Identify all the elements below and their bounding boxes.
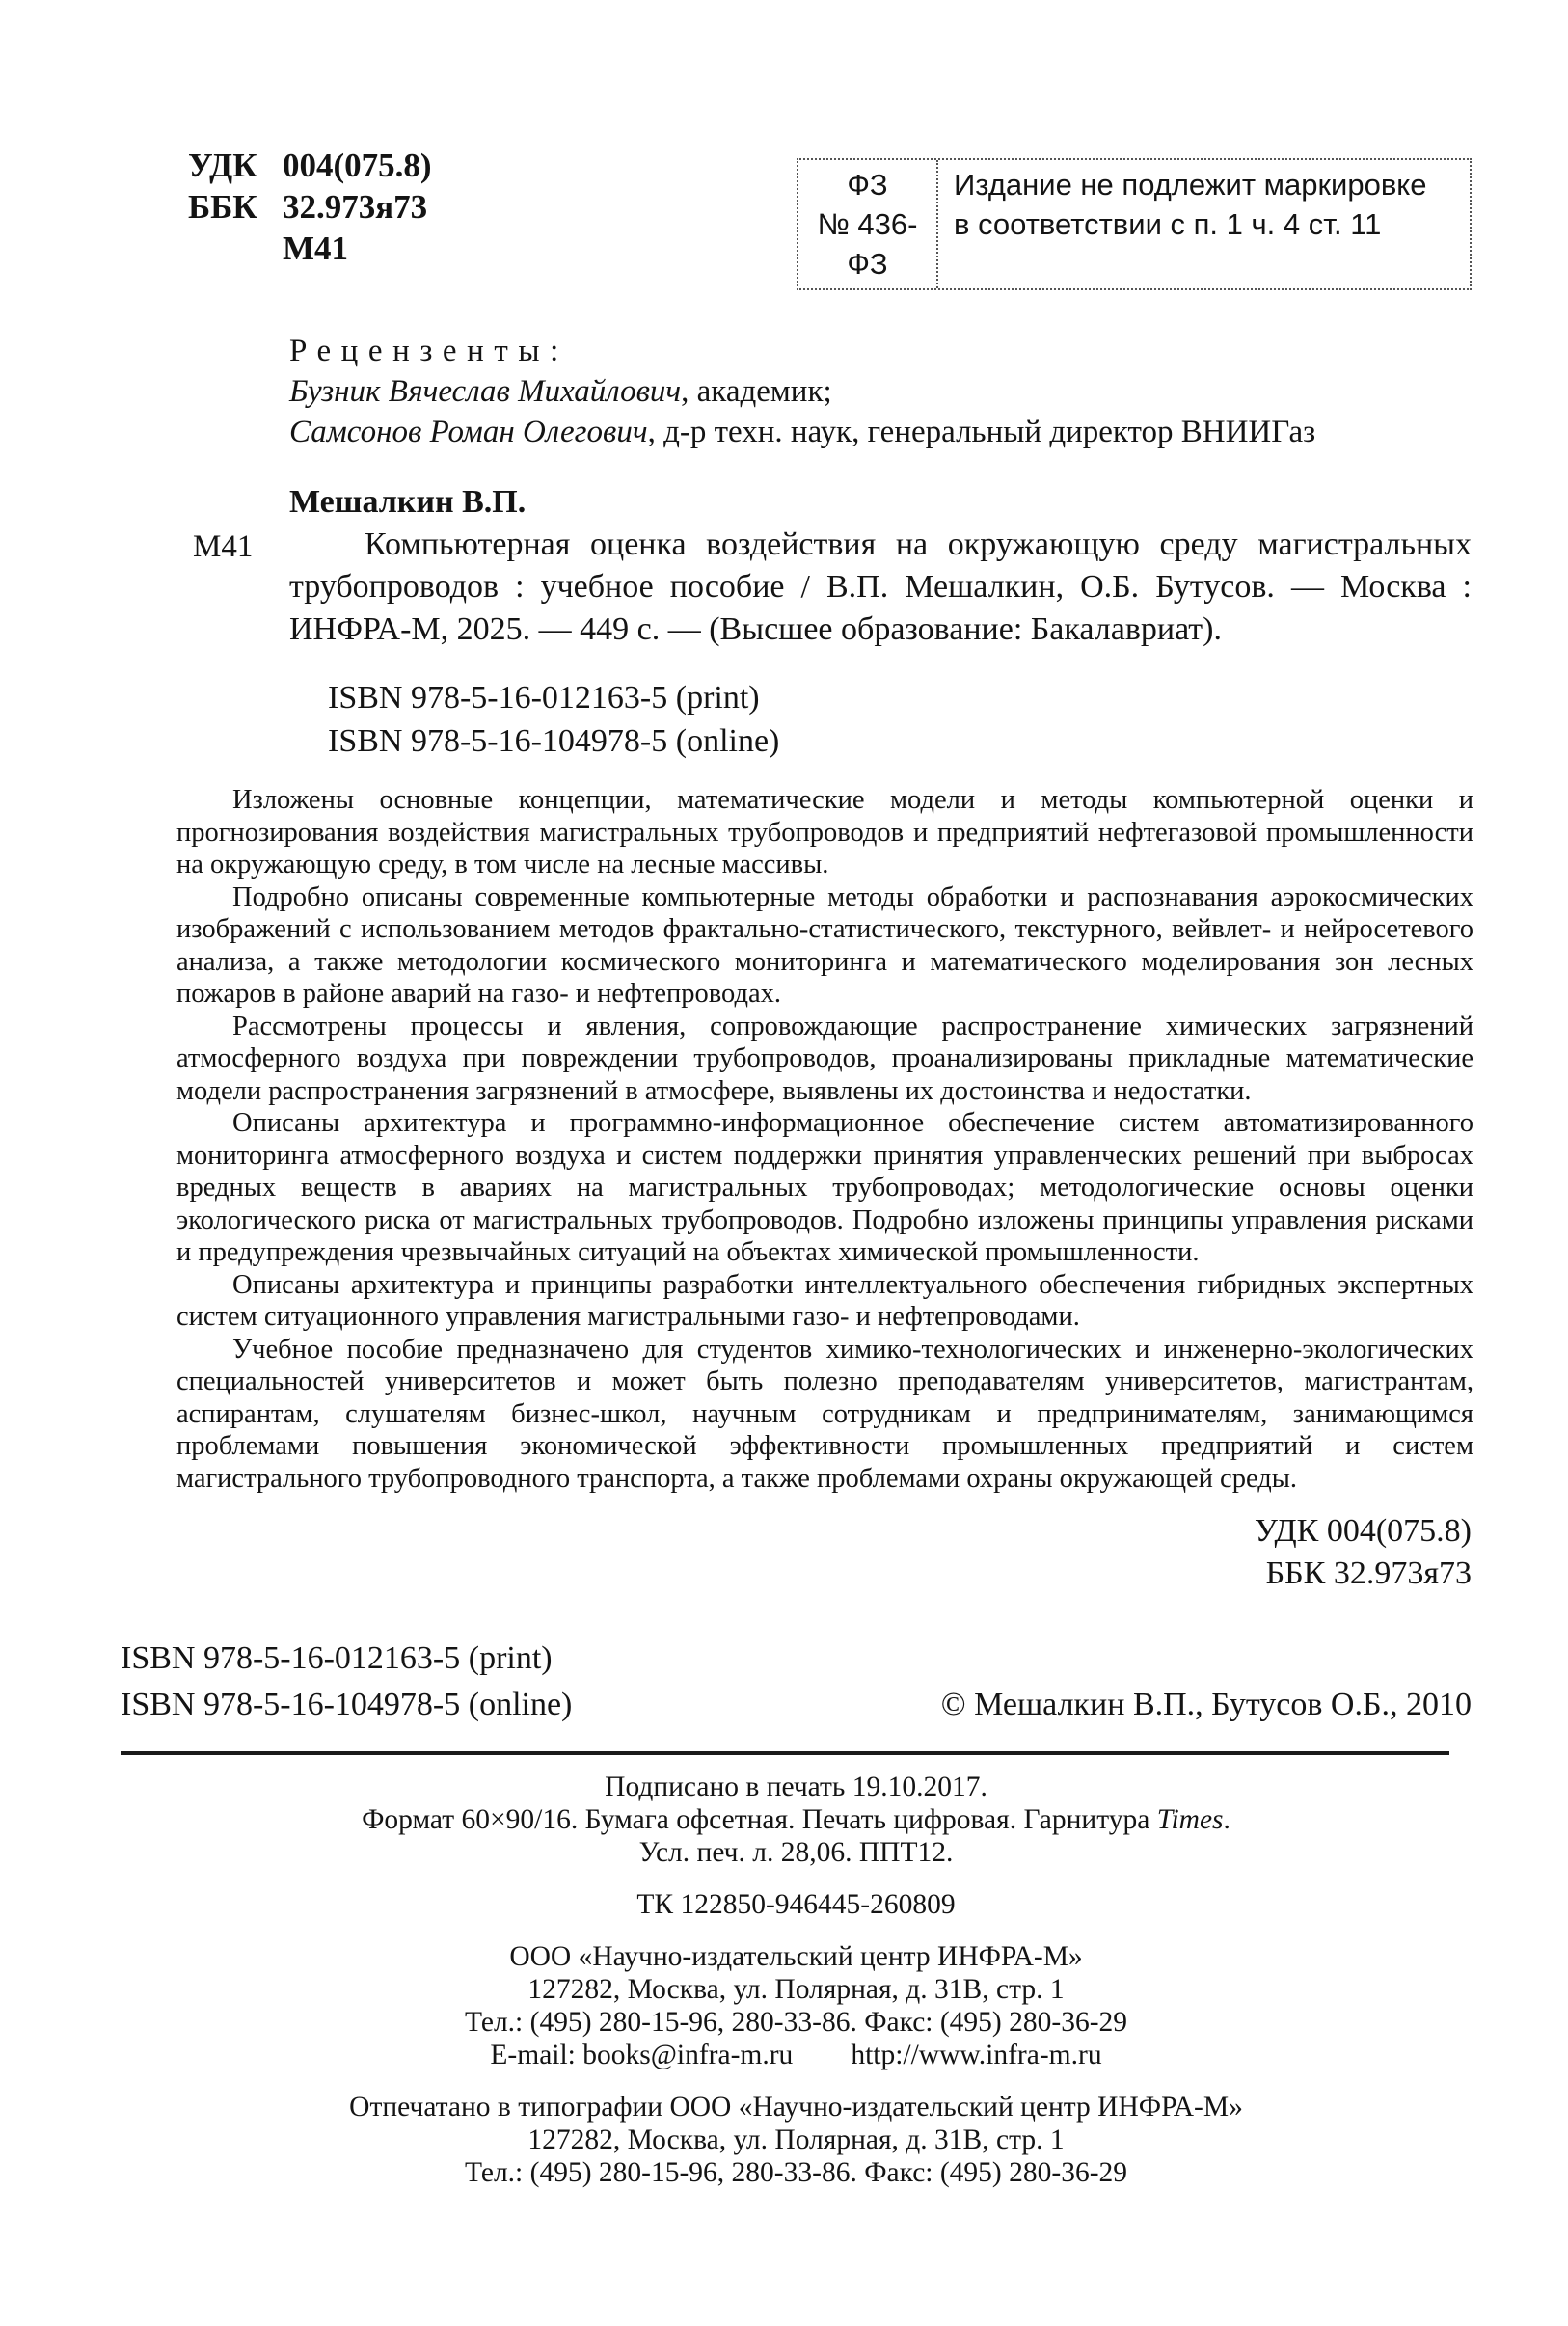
reviewer-item [289,371,1472,412]
publisher-email: E-mail: books@infra-m.ru [490,2040,794,2070]
bbk-line [188,186,432,228]
footer-isbn-online: ISBN 978-5-16-104978-5 (online) [121,1687,573,1722]
isbn-block [328,676,1472,763]
publisher-name: ООО «Научно-издательский центр ИНФРА-М» [509,1941,1083,1972]
bbk-label: ББК [188,188,257,226]
annotation-paragraph: Подробно описаны современные компьютерные методы обработки и распознавания аэрокосмических изображений с использованием методов фрактально-статистического, текстурного, вейвлет- и нейросетевого анализа, а также методологии космического мониторинга и математического моделирования зон лесных пожаров в районе аварий на газо- и нефтепроводах. [176,881,1473,1009]
printer-address: 127282, Москва, ул. Полярная, д. 31В, стр. 1 [527,2124,1065,2155]
author-heading: Мешалкин В.П. [289,484,527,520]
imprint-block [121,1771,1472,2189]
isbn-footer-block [121,1636,1472,1728]
page-content [121,145,1472,2189]
imprint-sheets-line: Усл. печ. л. 28,06. ППТ12. [638,1837,954,1868]
reviewer-item [289,412,1472,452]
bbk-value: 32.973я73 [283,188,428,226]
printed-at-line: Отпечатано в типографии ООО «Научно-издательский центр ИНФРА-М» [349,2092,1243,2123]
imprint-print-data-group [121,1771,1472,1869]
author-sign-line [188,228,432,269]
top-codes-block [188,145,432,269]
publisher-website: http://www.infra-m.ru [851,2040,1102,2070]
annotation-paragraph: Учебное пособие предназначено для студентов химико-технологических и инженерно-экологических специальностей университетов и может быть полезно преподавателям университетов, магистрантам, аспирантам, слушателям бизнес-школ, научным сотрудникам и предпринимателям, занимающимся проблемами повышения экономической эффективности промышленных предприятий и систем магистрального трубопроводного транспорта, а также проблемами охраны окружающей среды. [176,1334,1473,1494]
marking-text-line-1: Издание не подлежит маркировке [954,168,1427,202]
imprint-tk-line: ТК 122850-946445-260809 [636,1889,956,1920]
printer-phones: Тел.: (495) 280-15-96, 280-33-86. Факс: (495) 280-36-29 [464,2157,1128,2188]
reviewers-block [289,331,1472,452]
publisher-contacts-line [121,2039,1472,2071]
catalog-card [193,481,1472,651]
udk-value: 004(075.8) [283,147,432,184]
annotation-paragraph: Описаны архитектура и принципы разработки интеллектуального обеспечения гибридных экспертных систем ситуационного управления магистральными газо- и нефтепроводами. [176,1269,1473,1332]
marking-text-line-2: в соответствии с п. 1 ч. 4 ст. 11 [954,207,1382,241]
publisher-phones: Тел.: (495) 280-15-96, 280-33-86. Факс: (495) 280-36-29 [464,2007,1128,2038]
udk-label: УДК [188,147,257,184]
imprint-tk-group [121,1888,1472,1921]
imprint-format-line: Формат 60×90/16. Бумага офсетная. Печать цифровая. Гарнитура Times. [362,1804,1230,1835]
udk-line [188,145,432,186]
annotation-paragraph: Изложены основные концепции, математические модели и методы компьютерной оценки и прогнозирования воздействия магистральных трубопроводов и предприятий нефтегазовой промышленности на окружающую среду, в том числе на лесные массивы. [176,785,1473,879]
copyright-line: © Мешалкин В.П., Бутусов О.Б., 2010 [940,1687,1472,1722]
bottom-codes-block [121,1510,1472,1595]
reviewer-details: , д-р техн. наук, генеральный директор ВНИИГаз [647,415,1316,449]
printer-group [121,2091,1472,2189]
bottom-bbk: ББК 32.973я73 [1265,1555,1472,1591]
reviewers-heading: Рецензенты: [289,334,569,368]
bottom-udk: УДК 004(075.8) [1254,1513,1472,1549]
typeface-name: Times [1156,1804,1224,1835]
marking-exemption-box [797,158,1472,290]
annotation-paragraph: Описаны архитектура и программно-информационное обеспечение систем автоматизированного мониторинга атмосферного воздуха и систем поддержки принятия управленческих решений при выбросах вредных веществ в авариях на магистральных трубопроводах; методологические основы оценки экологического риска от магистральных трубопроводов. Подробно изложены принципы управления рисками и предупреждения чрезвычайных ситуаций на объектах химической промышленности. [176,1108,1473,1267]
isbn-online: ISBN 978-5-16-104978-5 (online) [328,723,780,759]
annotation-paragraph: Рассмотрены процессы и явления, сопровождающие распространение химических загрязнений атмосферного воздуха при повреждении трубопроводов, проанализированы прикладные математические модели распространения загрязнений в атмосфере, выявлены их достоинства и недостатки. [176,1011,1473,1106]
footer-isbn-copyright-row [121,1682,1472,1728]
reviewer-name: Бузник Вячеслав Михайлович [289,374,682,409]
annotation-block [176,784,1473,1495]
author-sign: М41 [283,230,349,267]
publisher-group [121,1940,1472,2071]
marking-box-law-cell [798,160,938,288]
isbn-print: ISBN 978-5-16-012163-5 (print) [328,680,760,716]
imprint-signed-line: Подписано в печать 19.10.2017. [605,1772,987,1802]
publisher-address: 127282, Москва, ул. Полярная, д. 31В, стр. 1 [527,1974,1065,2005]
top-row [121,145,1472,290]
catalog-description: Компьютерная оценка воздействия на окружающую среду магистральных трубопроводов : учебное пособие / В.П. Мешалкин, О.Б. Бутусов. — Москва : ИНФРА-М, 2025. — 449 с. — (Высшее образование: Бакалавриат). [289,527,1472,647]
divider-rule [121,1751,1449,1755]
reviewer-name: Самсонов Роман Олегович [289,415,648,449]
footer-isbn-print: ISBN 978-5-16-012163-5 (print) [121,1640,553,1676]
law-number: № 436-ФЗ [817,207,918,281]
catalog-margin-sign: М41 [193,529,254,564]
law-abbr: ФЗ [847,168,888,202]
reviewer-details: , академик; [681,374,832,409]
marking-box-text-cell [938,160,1470,288]
